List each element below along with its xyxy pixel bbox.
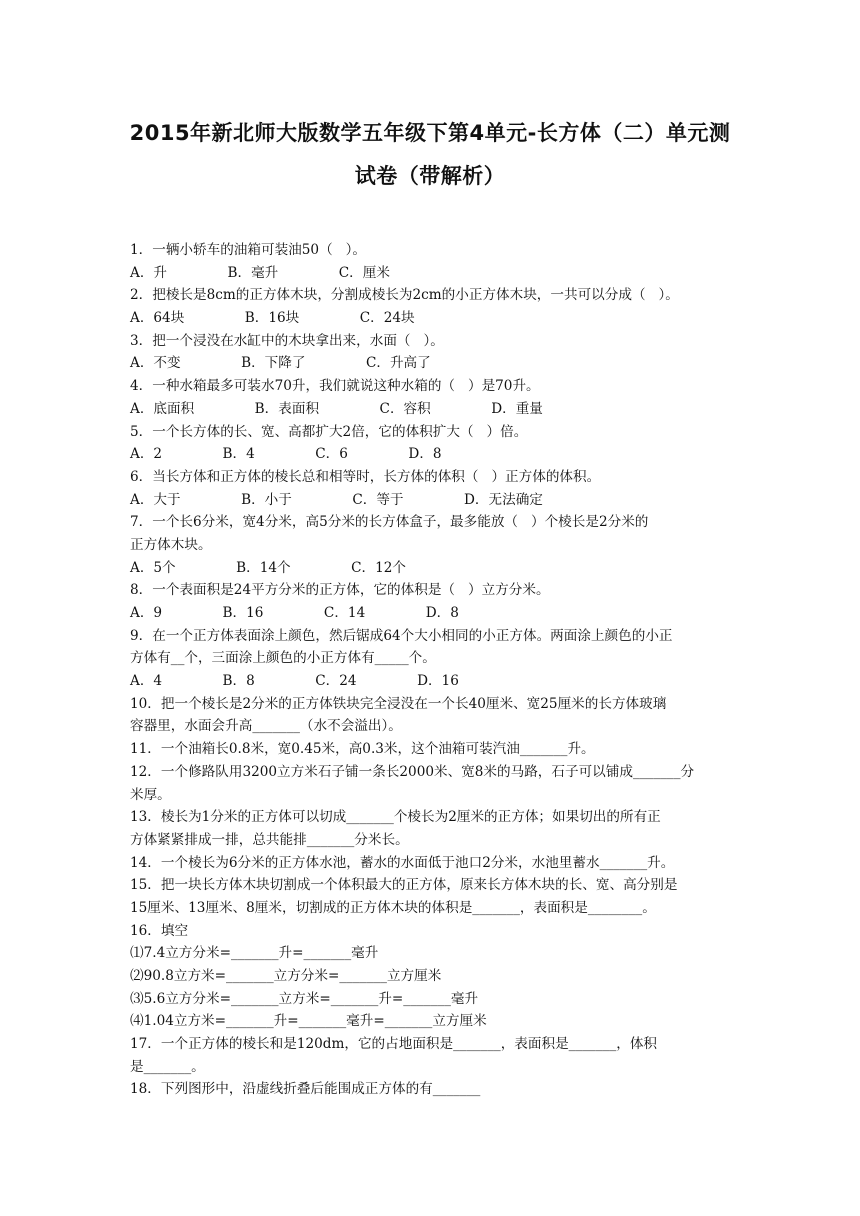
answer-options: A．不变 B．下降了 C．升高了	[130, 355, 431, 372]
fill-in-item: ⑶5.6立方分米=_______立方米=_______升=_______毫升	[130, 990, 479, 1007]
document-title-line-1: 2015年新北师大版数学五年级下第4单元-长方体（二）单元测	[129, 121, 731, 145]
question-line-continued: 15厘米、13厘米、8厘米，切割成的正方体木块的体积是_______，表面积是________。	[130, 899, 656, 916]
question-line-continued: 方体有__个，三面涂上颜色的小正方体有_____个。	[130, 650, 436, 667]
answer-options: A．升 B．毫升 C．厘米	[130, 264, 390, 281]
question-line: 8．一个表面积是24平方分米的正方体，它的体积是（ ）立方分米。	[130, 582, 550, 599]
question-line-continued: 正方体木块。	[130, 536, 212, 553]
question-line: 2．把棱长是8cm的正方体木块，分割成棱长为2cm的小正方体木块，一共可以分成（ ）。	[130, 287, 679, 304]
question-list	[130, 239, 732, 1101]
answer-options: A．64块 B．16块 C．24块	[130, 310, 415, 327]
answer-options: A．5个 B．14个 C．12个	[130, 559, 407, 576]
question-line: 18．下列图形中，沿虚线折叠后能围成正方体的有_______	[130, 1081, 481, 1098]
question-line: 1．一辆小轿车的油箱可装油50（ ）。	[130, 242, 367, 258]
question-line: 12．一个修路队用3200立方米石子铺一条长2000米、宽8米的马路，石子可以铺成_______分	[130, 763, 695, 780]
answer-options: A．4 B．8 C．24 D．16	[130, 673, 459, 690]
fill-in-item: ⑷1.04立方米=_______升=_______毫升=_______立方厘米	[130, 1013, 487, 1030]
answer-options: A．9 B．16 C．14 D．8	[130, 605, 459, 621]
fill-in-item: ⑴7.4立方分米=_______升=_______毫升	[130, 945, 379, 962]
question-line: 5．一个长方体的长、宽、高都扩大2倍，它的体积扩大（ ）倍。	[130, 423, 528, 440]
question-line: 4．一种水箱最多可装水70升，我们就说这种水箱的（ ）是70升。	[130, 378, 540, 395]
question-line: 17．一个正方体的棱长和是120dm，它的占地面积是_______，表面积是_______，体积	[130, 1036, 658, 1053]
question-line-continued: 米厚。	[130, 786, 171, 803]
question-line: 11．一个油箱长0.8米，宽0.45米，高0.3米，这个油箱可装汽油_______升。	[130, 741, 595, 758]
question-line-continued: 是_______。	[130, 1058, 205, 1075]
question-line-continued: 容器里，水面会升高_______（水不会溢出）。	[130, 718, 402, 735]
fill-in-item: ⑵90.8立方米=_______立方分米=_______立方厘米	[130, 968, 442, 984]
question-line: 6．当长方体和正方体的棱长总和相等时，长方体的体积（ ）正方体的体积。	[130, 468, 601, 485]
question-line: 9．在一个正方体表面涂上颜色，然后锯成64个大小相同的小正方体。两面涂上颜色的小正	[130, 627, 673, 644]
question-line: 10．把一个棱长是2分米的正方体铁块完全浸没在一个长40厘米、宽25厘米的长方体玻璃	[130, 695, 667, 712]
question-line: 14．一个棱长为6分米的正方体水池，蓄水的水面低于池口2分米，水池里蓄水_______升。	[130, 854, 675, 871]
question-line: 3．把一个浸没在水缸中的木块拿出来，水面（ ）。	[130, 332, 444, 349]
question-line-continued: 方体紧紧排成一排，总共能排_______分米长。	[130, 831, 409, 848]
question-line: 16．填空	[130, 922, 189, 939]
answer-options: A．大于 B．小于 C．等于 D．无法确定	[130, 491, 543, 508]
question-line: 7．一个长6分米，宽4分米，高5分米的长方体盒子，最多能放（ ）个棱长是2分米的	[130, 514, 649, 531]
document-title-line-2: 试卷（带解析）	[354, 164, 506, 188]
answer-options: A．底面积 B．表面积 C．容积 D．重量	[130, 400, 543, 417]
answer-options: A．2 B．4 C．6 D．8	[130, 446, 442, 463]
question-line: 15．把一块长方体木块切割成一个体积最大的正方体，原来长方体木块的长、宽、高分别是	[130, 877, 678, 894]
question-line: 13．棱长为1分米的正方体可以切成_______个棱长为2厘米的正方体；如果切出的所有正	[130, 809, 661, 826]
